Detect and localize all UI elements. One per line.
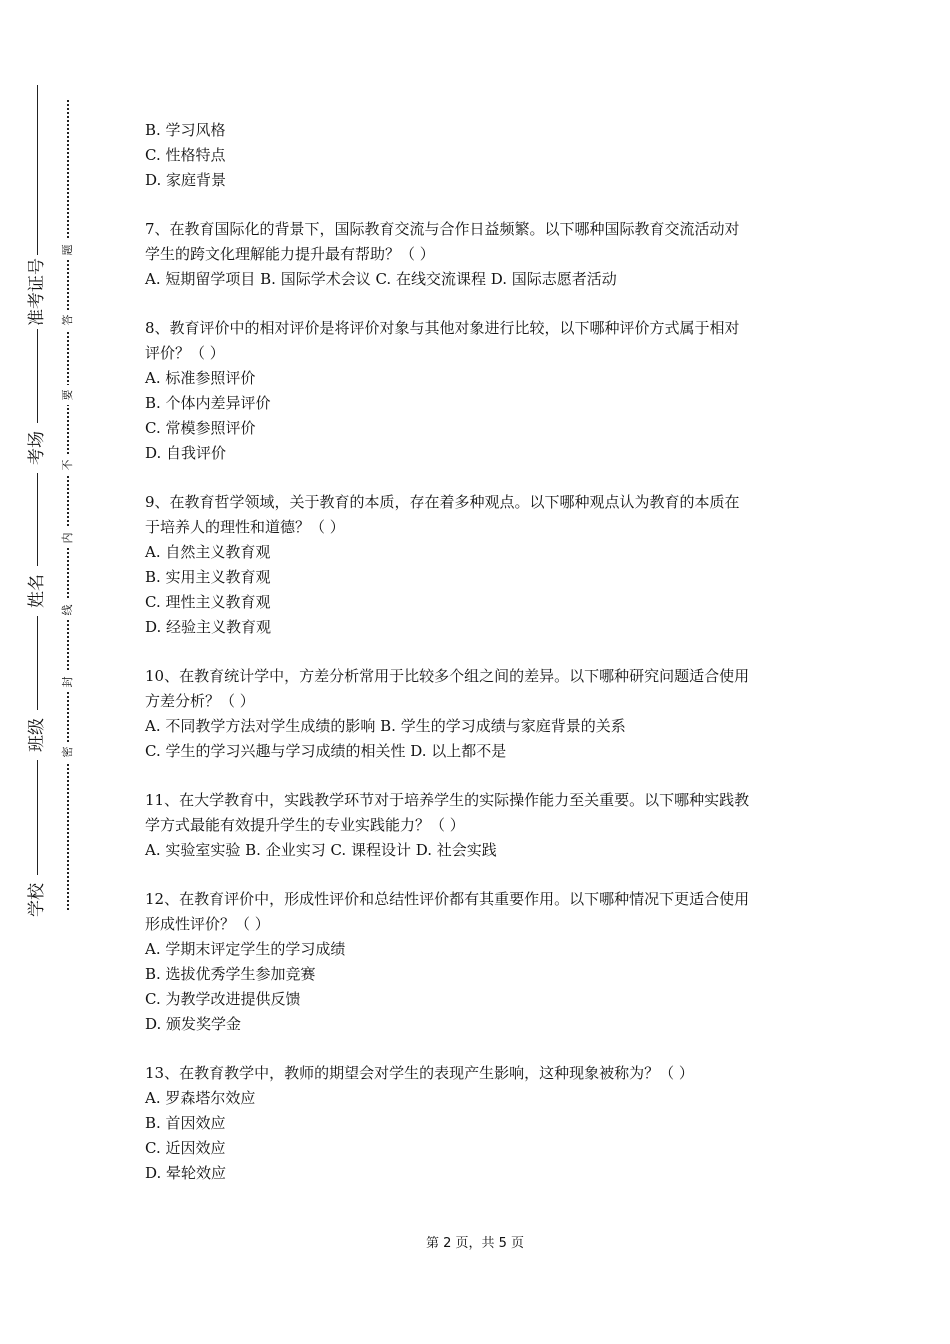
question-text: 于培养人的理性和道德？（ ）: [145, 518, 345, 536]
option: B. 选拔优秀学生参加竞赛: [145, 965, 316, 983]
option: A. 短期留学项目 B. 国际学术会议 C. 在线交流课程 D. 国际志愿者活动: [145, 270, 617, 288]
question-text: 评价？（ ）: [145, 344, 225, 362]
option: B. 首因效应: [145, 1114, 226, 1132]
question-text: 9、在教育哲学领域，关于教育的本质，存在着多种观点。以下哪种观点认为教育的本质在: [145, 493, 740, 511]
continued-options: [145, 118, 815, 193]
option: C. 近因效应: [145, 1139, 226, 1157]
option: C. 为教学改进提供反馈: [145, 990, 301, 1008]
option: A. 标准参照评价: [145, 369, 256, 387]
seal-char: 封: [58, 672, 78, 692]
field-label-name: 姓名: [20, 566, 54, 616]
field-label-exam-id: 准考证号: [20, 255, 54, 329]
option: D. 颁发奖学金: [145, 1015, 242, 1033]
field-label-school: 学校: [20, 875, 54, 925]
page-footer: 第 2 页，共 5 页: [425, 1236, 525, 1251]
option: A. 不同教学方法对学生成绩的影响 B. 学生的学习成绩与家庭背景的关系: [145, 717, 626, 735]
option: A. 学期末评定学生的学习成绩: [145, 940, 346, 958]
question-text: 学方式最能有效提升学生的专业实践能力？（ ）: [145, 816, 465, 834]
option: C. 性格特点: [145, 146, 226, 164]
question-text: 学生的跨文化理解能力提升最有帮助？（ ）: [145, 245, 435, 263]
option: B. 实用主义教育观: [145, 568, 271, 586]
question-7: [145, 217, 815, 292]
exam-content: [145, 118, 815, 1186]
seal-char: 题: [58, 240, 78, 260]
binding-dotted-line: [67, 100, 69, 910]
question-10: [145, 664, 815, 764]
question-9: [145, 490, 815, 640]
seal-char: 内: [58, 528, 78, 548]
option: A. 实验室实验 B. 企业实习 C. 课程设计 D. 社会实践: [145, 841, 497, 859]
question-11: [145, 788, 815, 863]
option: C. 学生的学习兴趣与学习成绩的相关性 D. 以上都不是: [145, 742, 507, 760]
seal-char: 要: [58, 385, 78, 405]
question-text: 形成性评价？（ ）: [145, 915, 270, 933]
option: D. 晕轮效应: [145, 1164, 227, 1182]
question-text: 10、在教育统计学中，方差分析常用于比较多个组之间的差异。以下哪种研究问题适合使用: [145, 667, 750, 685]
field-label-exam-room: 考场: [20, 423, 54, 473]
option: A. 自然主义教育观: [145, 543, 271, 561]
option: D. 经验主义教育观: [145, 618, 272, 636]
question-text: 方差分析？（ ）: [145, 692, 255, 710]
option: D. 自我评价: [145, 444, 227, 462]
option: D. 家庭背景: [145, 171, 227, 189]
seal-char: 密: [58, 742, 78, 762]
question-8: [145, 316, 815, 466]
option: C. 理性主义教育观: [145, 593, 271, 611]
seal-char: 不: [58, 455, 78, 475]
question-text: 8、教育评价中的相对评价是将评价对象与其他对象进行比较，以下哪种评价方式属于相对: [145, 319, 740, 337]
question-text: 11、在大学教育中，实践教学环节对于培养学生的实际操作能力至关重要。以下哪种实践教: [145, 791, 750, 809]
option: B. 学习风格: [145, 121, 226, 139]
seal-char: 线: [58, 600, 78, 620]
question-13: [145, 1061, 815, 1186]
option: C. 常模参照评价: [145, 419, 256, 437]
question-text: 7、在教育国际化的背景下，国际教育交流与合作日益频繁。以下哪种国际教育交流活动对: [145, 220, 740, 238]
option: B. 个体内差异评价: [145, 394, 271, 412]
option: A. 罗森塔尔效应: [145, 1089, 256, 1107]
question-text: 13、在教育教学中，教师的期望会对学生的表现产生影响，这种现象被称为？（ ）: [145, 1064, 694, 1082]
field-label-class: 班级: [20, 710, 54, 760]
binding-solid-line: [37, 85, 38, 925]
question-text: 12、在教育评价中，形成性评价和总结性评价都有其重要作用。以下哪种情况下更适合使用: [145, 890, 750, 908]
seal-char: 答: [58, 310, 78, 330]
question-12: [145, 887, 815, 1037]
